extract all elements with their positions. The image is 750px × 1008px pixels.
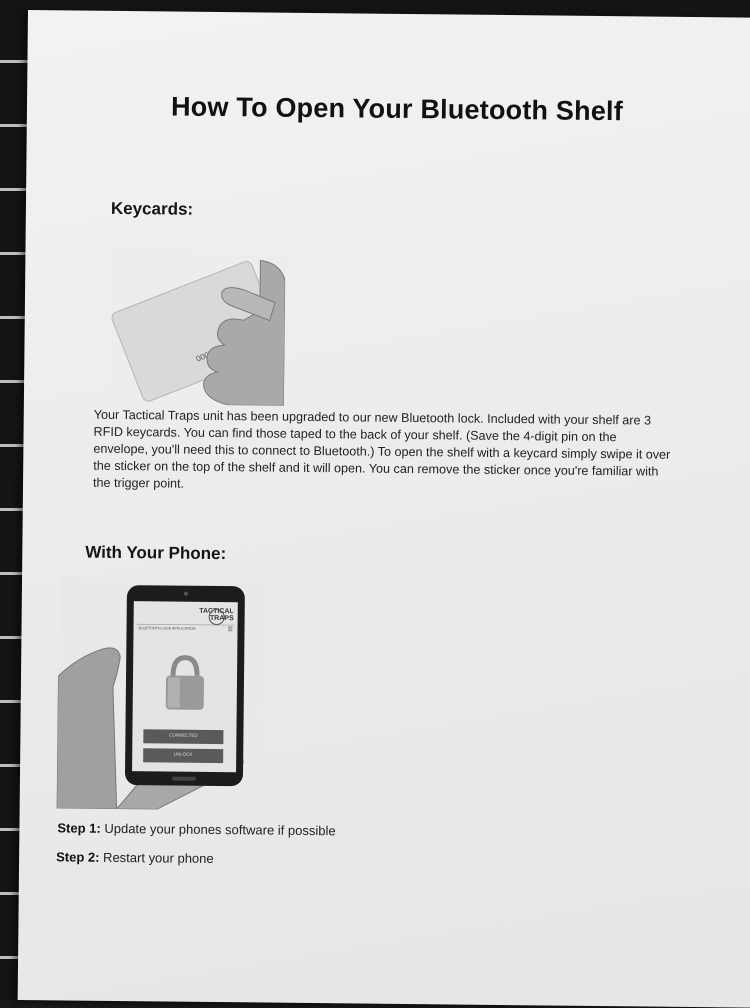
keycards-instructions: Your Tactical Traps unit has been upgraded to our new Bluetooth lock. Included with your shelf are 3 RFID keycards. You can find those taped to the back of your shelf. (Save the 4-digit pin on the envelope, you'll need this to connect to Bluetooth.) To open the shelf with a keycard simply swipe it over the sticker on the top of the shelf and it will open. You can remove the sticker once you're familiar with the trigger point. bbox=[92, 407, 671, 491]
printed-sheet bbox=[18, 10, 750, 1008]
document-title: How To Open Your Bluetooth Shelf bbox=[170, 91, 624, 127]
keycard-photo bbox=[109, 249, 286, 406]
app-title: BLUETOOTH LOCK APPLICATION bbox=[138, 626, 196, 631]
step-1-label: Step 1: bbox=[57, 820, 101, 836]
app-logo-line2: TRAPS bbox=[209, 614, 234, 623]
app-logo-line1: TACTICAL bbox=[199, 607, 234, 616]
menu-icon: ☰ bbox=[227, 627, 233, 634]
step-2 bbox=[56, 849, 214, 866]
keycards-heading: Keycards: bbox=[110, 198, 194, 219]
step-1-text: Update your phones software if possible bbox=[104, 820, 336, 839]
step-2-text: Restart your phone bbox=[103, 849, 214, 866]
phone-photo bbox=[57, 576, 264, 810]
crosshair-logo-icon bbox=[209, 609, 225, 625]
step-2-label: Step 2: bbox=[56, 849, 100, 865]
unlock-button: UNLOCK bbox=[173, 751, 193, 757]
phone-heading: With Your Phone: bbox=[85, 542, 227, 564]
connected-button: CONNECTED bbox=[169, 732, 198, 738]
step-1 bbox=[57, 820, 335, 838]
